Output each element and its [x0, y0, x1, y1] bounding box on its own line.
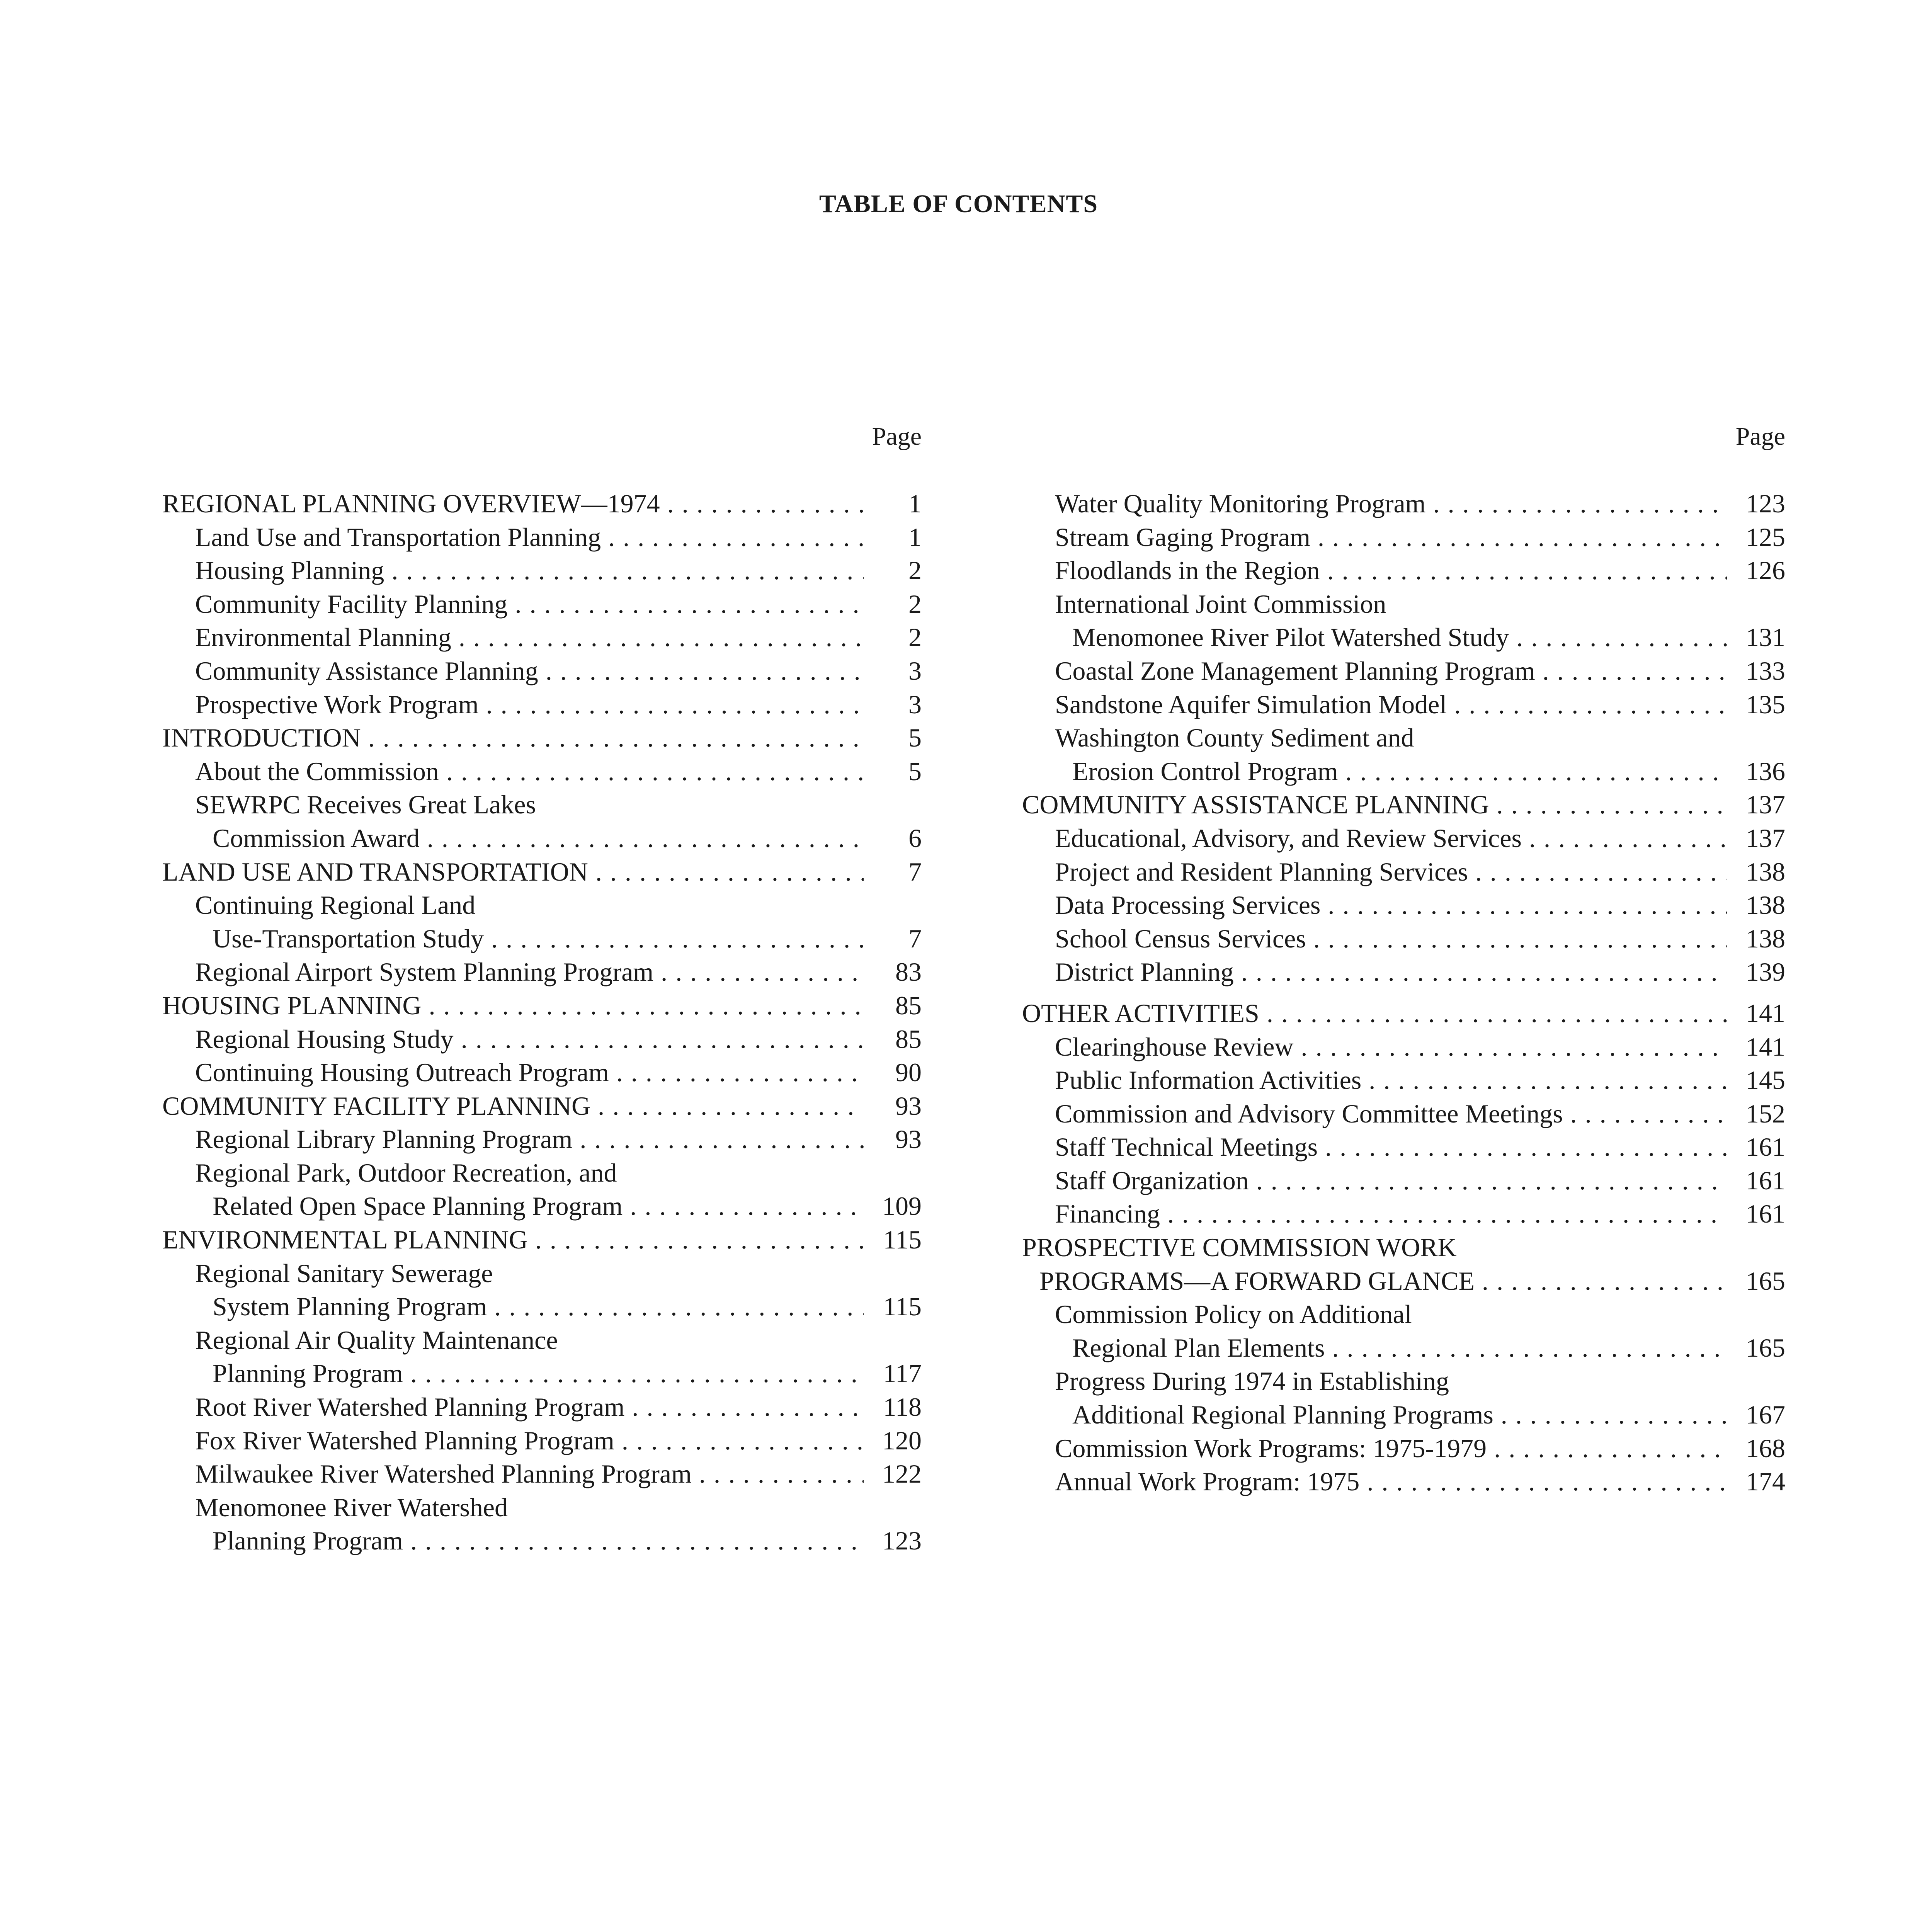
page-column-header: Page — [1735, 422, 1785, 451]
toc-entry — [1022, 1197, 1785, 1231]
toc-entry-title: Planning Program . . . — [213, 1357, 864, 1390]
toc-entry-title: Regional Library Planning Program . . . — [195, 1122, 864, 1156]
toc-entry — [1022, 755, 1785, 788]
toc-entry-title: Commission Award . . . — [213, 821, 864, 855]
toc-entry — [162, 989, 922, 1022]
toc-entry-page: 120 — [882, 1425, 922, 1455]
toc-entry-title: Community Facility Planning . . . — [195, 587, 864, 621]
toc-entry-title: School Census Services . . . — [1055, 922, 1727, 956]
toc-entry — [1022, 587, 1785, 621]
toc-entry-title: OTHER ACTIVITIES . . . — [1022, 997, 1727, 1030]
toc-entry-page: 117 — [883, 1359, 922, 1388]
toc-entry-title: PROSPECTIVE COMMISSION WORK — [1022, 1233, 1457, 1262]
toc-entry-page: 125 — [1746, 522, 1785, 552]
toc-entry — [162, 1457, 922, 1491]
toc-entry-page: 118 — [883, 1392, 922, 1422]
toc-entry — [1022, 1398, 1785, 1432]
toc-entry-title: Regional Air Quality Maintenance — [195, 1325, 558, 1355]
toc-entry-title: About the Commission . . . — [195, 755, 864, 788]
toc-entry — [162, 855, 922, 889]
toc-entry-title: Planning Program . . . — [213, 1524, 864, 1558]
toc-entry-page: 3 — [908, 689, 922, 719]
toc-entry — [162, 487, 922, 520]
toc-entry — [162, 621, 922, 654]
toc-entry-page: 7 — [908, 923, 922, 953]
toc-entry-title: Staff Organization . . . — [1055, 1164, 1727, 1197]
toc-title: TABLE OF CONTENTS — [819, 190, 1098, 218]
toc-entry-title: Commission Work Programs: 1975-1979 . . . — [1055, 1432, 1727, 1465]
toc-entry — [162, 922, 922, 956]
toc-entry — [1022, 621, 1785, 654]
toc-entry — [1022, 1063, 1785, 1097]
toc-entry-page: 136 — [1746, 756, 1785, 786]
toc-entry-title: District Planning . . . — [1055, 955, 1727, 989]
toc-entry-title: PROGRAMS—A FORWARD GLANCE . . . — [1039, 1264, 1727, 1298]
toc-entry-title: Prospective Work Program . . . — [195, 688, 864, 721]
toc-entry-title: Continuing Regional Land — [195, 890, 476, 920]
toc-entry — [1022, 922, 1785, 956]
toc-entry-page: 165 — [1746, 1266, 1785, 1296]
toc-entry-title: Sandstone Aquifer Simulation Model . . . — [1055, 688, 1727, 721]
toc-entry-title: System Planning Program . . . — [213, 1290, 864, 1323]
toc-entry — [1022, 955, 1785, 989]
toc-left-column — [162, 413, 922, 1558]
toc-entry — [162, 788, 922, 821]
toc-entry-page: 7 — [908, 857, 922, 886]
toc-entry — [162, 721, 922, 755]
toc-entry — [162, 955, 922, 989]
toc-entry — [1022, 520, 1785, 554]
spacer — [1022, 989, 1785, 997]
toc-entry-page: 135 — [1746, 689, 1785, 719]
toc-entry-title: Continuing Housing Outreach Program . . . — [195, 1056, 864, 1089]
toc-entry — [162, 1156, 922, 1190]
toc-entry-page: 137 — [1746, 823, 1785, 853]
toc-entry-title: Coastal Zone Management Planning Program . . . — [1055, 654, 1727, 688]
toc-entry-title: Menomonee River Pilot Watershed Study . . . — [1072, 621, 1727, 654]
toc-entry-page: 2 — [908, 589, 922, 619]
toc-entry — [1022, 1364, 1785, 1398]
toc-entry — [162, 654, 922, 688]
toc-entry-page: 161 — [1746, 1165, 1785, 1195]
toc-entry-title: Root River Watershed Planning Program . . . — [195, 1390, 864, 1424]
toc-entry-title: Clearinghouse Review . . . — [1055, 1030, 1727, 1064]
toc-entry-title: Land Use and Transportation Planning . . . — [195, 520, 864, 554]
toc-entry-title: LAND USE AND TRANSPORTATION . . . — [162, 855, 864, 889]
toc-entry-page: 90 — [895, 1058, 922, 1087]
toc-entry-title: Staff Technical Meetings . . . — [1055, 1130, 1727, 1164]
toc-entry — [162, 1022, 922, 1056]
toc-entry-title: Stream Gaging Program . . . — [1055, 520, 1727, 554]
toc-entry-title: Project and Resident Planning Services . . . — [1055, 855, 1727, 889]
toc-entry-page: 141 — [1746, 998, 1785, 1028]
toc-entry-page: 85 — [895, 990, 922, 1020]
toc-entry — [1022, 654, 1785, 688]
toc-entry — [1022, 1465, 1785, 1498]
toc-entry-page: 2 — [908, 622, 922, 652]
toc-entry-title: Related Open Space Planning Program . . . — [213, 1189, 864, 1223]
toc-entry-page: 1 — [908, 522, 922, 552]
toc-entry-page: 161 — [1746, 1132, 1785, 1162]
toc-entry-title: Regional Park, Outdoor Recreation, and — [195, 1158, 617, 1187]
toc-entry-page: 137 — [1746, 790, 1785, 820]
toc-entry — [162, 1189, 922, 1223]
toc-entry-title: ENVIRONMENTAL PLANNING . . . — [162, 1223, 864, 1257]
toc-entry — [162, 1223, 922, 1257]
toc-entry — [162, 587, 922, 621]
toc-entry — [162, 1056, 922, 1089]
toc-entry — [162, 1524, 922, 1558]
toc-entry-page: 168 — [1746, 1433, 1785, 1463]
toc-entry — [162, 755, 922, 788]
toc-entry-page: 83 — [895, 957, 922, 987]
toc-entry-title: COMMUNITY FACILITY PLANNING . . . — [162, 1089, 864, 1123]
toc-entry — [1022, 554, 1785, 587]
toc-entry-title: Commission Policy on Additional — [1055, 1299, 1412, 1329]
toc-entry-page: 93 — [895, 1091, 922, 1121]
toc-entry-page: 123 — [882, 1526, 922, 1556]
toc-entry — [162, 1089, 922, 1123]
toc-entry — [1022, 788, 1785, 821]
toc-entry-title: Environmental Planning . . . — [195, 621, 864, 654]
toc-entry-page: 1 — [908, 489, 922, 518]
toc-entry-page: 145 — [1746, 1065, 1785, 1095]
toc-entry-title: Washington County Sediment and — [1055, 723, 1414, 753]
toc-entry — [162, 888, 922, 922]
toc-entry-title: Community Assistance Planning . . . — [195, 654, 864, 688]
toc-entry-page: 138 — [1746, 857, 1785, 886]
toc-entry-title: Fox River Watershed Planning Program . . . — [195, 1424, 864, 1458]
toc-entry-title: Commission and Advisory Committee Meetings . . . — [1055, 1097, 1727, 1131]
toc-right-list — [1022, 487, 1785, 1498]
toc-entry — [162, 1357, 922, 1390]
toc-entry-title: Additional Regional Planning Programs . . . — [1072, 1398, 1727, 1432]
toc-entry — [162, 1290, 922, 1323]
toc-entry-title: REGIONAL PLANNING OVERVIEW—1974 . . . — [162, 487, 864, 520]
toc-entry — [1022, 487, 1785, 520]
toc-entry-title: Water Quality Monitoring Program . . . — [1055, 487, 1727, 520]
toc-entry-page: 109 — [882, 1191, 922, 1221]
toc-entry — [1022, 1264, 1785, 1298]
toc-entry-page: 126 — [1746, 556, 1785, 585]
toc-entry-title: INTRODUCTION . . . — [162, 721, 864, 755]
toc-entry-page: 133 — [1746, 656, 1785, 685]
toc-entry-page: 139 — [1746, 957, 1785, 987]
toc-entry-page: 165 — [1746, 1333, 1785, 1362]
toc-entry-page: 6 — [908, 823, 922, 853]
toc-right-column — [1022, 413, 1785, 1498]
toc-entry-page: 5 — [908, 723, 922, 753]
toc-entry-page: 93 — [895, 1124, 922, 1154]
toc-entry — [1022, 688, 1785, 721]
toc-entry — [162, 554, 922, 587]
toc-entry — [1022, 1030, 1785, 1064]
toc-entry-title: Regional Sanitary Sewerage — [195, 1258, 493, 1288]
toc-entry-title: SEWRPC Receives Great Lakes — [195, 790, 536, 820]
toc-entry-title: Progress During 1974 in Establishing — [1055, 1366, 1449, 1396]
toc-entry — [1022, 1164, 1785, 1197]
toc-entry-title: Regional Plan Elements . . . — [1072, 1331, 1727, 1365]
toc-entry — [162, 821, 922, 855]
toc-entry-page: 174 — [1746, 1467, 1785, 1497]
toc-entry-page: 123 — [1746, 489, 1785, 518]
toc-entry-page: 115 — [883, 1292, 922, 1321]
toc-entry-page: 5 — [908, 756, 922, 786]
toc-entry-title: Erosion Control Program . . . — [1072, 755, 1727, 788]
toc-entry-title: Data Processing Services . . . — [1055, 888, 1727, 922]
toc-entry-page: 152 — [1746, 1099, 1785, 1128]
toc-entry-page: 2 — [908, 556, 922, 585]
toc-entry — [1022, 1432, 1785, 1465]
toc-entry-page: 138 — [1746, 890, 1785, 920]
toc-entry — [1022, 821, 1785, 855]
toc-entry-page: 138 — [1746, 923, 1785, 953]
toc-entry-title: Financing . . . — [1055, 1197, 1727, 1231]
toc-entry-title: Housing Planning . . . — [195, 554, 864, 587]
toc-entry — [162, 688, 922, 721]
toc-entry-page: 131 — [1746, 622, 1785, 652]
toc-left-list — [162, 487, 922, 1558]
toc-entry — [1022, 997, 1785, 1030]
toc-entry — [162, 1257, 922, 1290]
toc-entry — [1022, 1331, 1785, 1365]
toc-entry-title: Educational, Advisory, and Review Services . . . — [1055, 821, 1727, 855]
toc-entry-page: 115 — [883, 1225, 922, 1255]
toc-entry — [162, 1491, 922, 1524]
toc-entry-title: HOUSING PLANNING . . . — [162, 989, 864, 1022]
toc-entry-title: Annual Work Program: 1975 . . . — [1055, 1465, 1727, 1498]
toc-entry-title: Menomonee River Watershed — [195, 1492, 508, 1522]
toc-entry-page: 141 — [1746, 1032, 1785, 1061]
toc-entry-page: 122 — [882, 1459, 922, 1489]
toc-entry — [1022, 1231, 1785, 1264]
toc-entry — [1022, 855, 1785, 889]
toc-entry-page: 167 — [1746, 1400, 1785, 1430]
toc-entry — [162, 1424, 922, 1458]
toc-entry-title: Floodlands in the Region . . . — [1055, 554, 1727, 587]
toc-entry-title: COMMUNITY ASSISTANCE PLANNING . . . — [1022, 788, 1727, 821]
toc-entry — [1022, 721, 1785, 755]
toc-entry — [162, 1390, 922, 1424]
toc-entry-page: 85 — [895, 1024, 922, 1054]
toc-entry-title: International Joint Commission — [1055, 589, 1386, 619]
toc-entry — [1022, 1097, 1785, 1131]
toc-entry-title: Regional Airport System Planning Program . . . — [195, 955, 864, 989]
toc-entry-title: Regional Housing Study . . . — [195, 1022, 864, 1056]
toc-entry — [162, 520, 922, 554]
toc-entry — [1022, 1298, 1785, 1331]
toc-entry — [1022, 1130, 1785, 1164]
page-column-header: Page — [872, 422, 922, 451]
toc-entry-page: 3 — [908, 656, 922, 685]
toc-entry-title: Milwaukee River Watershed Planning Program . . . — [195, 1457, 864, 1491]
toc-entry-page: 161 — [1746, 1199, 1785, 1229]
toc-entry-title: Public Information Activities . . . — [1055, 1063, 1727, 1097]
toc-entry — [162, 1323, 922, 1357]
toc-entry — [162, 1122, 922, 1156]
toc-entry — [1022, 888, 1785, 922]
toc-entry-title: Use-Transportation Study . . . — [213, 922, 864, 956]
